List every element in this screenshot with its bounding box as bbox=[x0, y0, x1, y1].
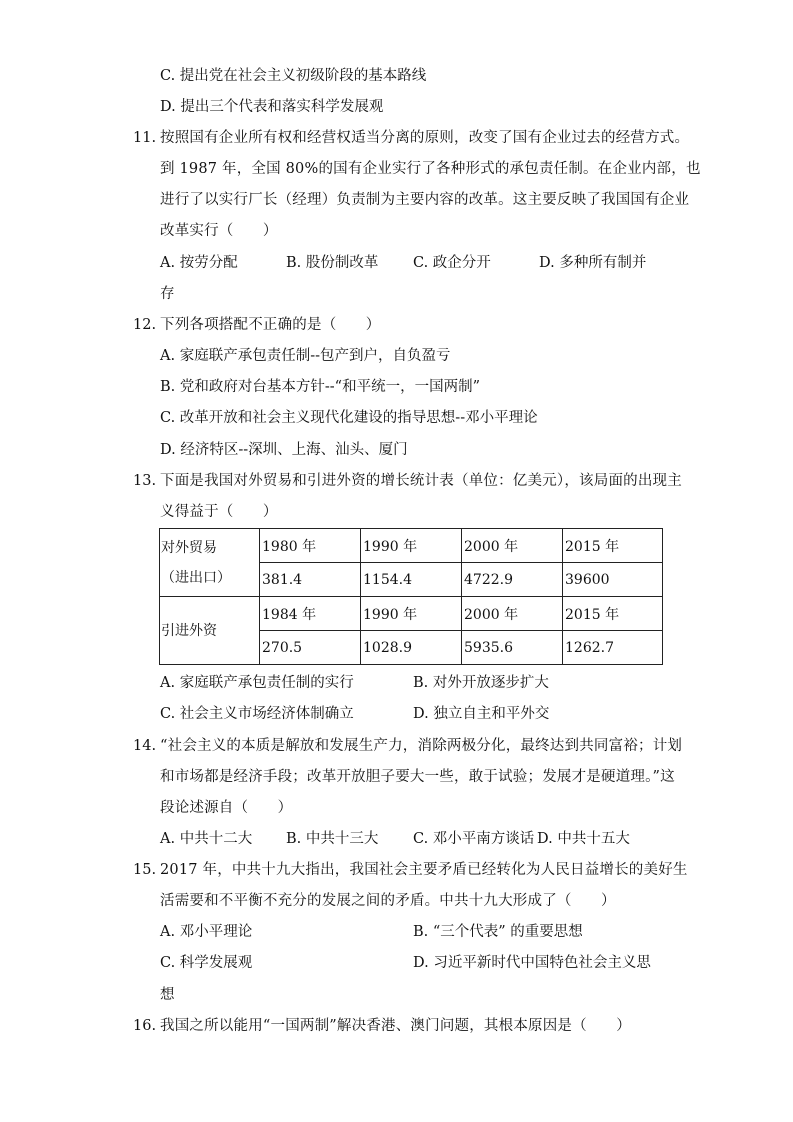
q12-option-a: A. 家庭联产承包责任制--包产到户，自负盈亏 bbox=[160, 348, 451, 364]
table-cell: 1980 年 bbox=[260, 529, 361, 563]
q13-option-a: A. 家庭联产承包责任制的实行 bbox=[160, 675, 354, 691]
q11-stem-line: 到 1987 年，全国 80%的国有企业实行了各种形式的承包责任制。在企业内部，也 bbox=[160, 161, 701, 177]
q11-option-b: B. 股份制改革 bbox=[286, 255, 379, 271]
table-cell: 1984 年 bbox=[260, 597, 361, 631]
q15-option-d-wrap: 想 bbox=[160, 987, 175, 1003]
q15-stem-line: 活需要和不平衡不充分的发展之间的矛盾。中共十九大形成了（ ） bbox=[160, 893, 616, 909]
q11-option-c: C. 政企分开 bbox=[413, 255, 491, 271]
q15-option-b: B. “三个代表” 的重要思想 bbox=[413, 924, 583, 940]
q13-stem-line: 下面是我国对外贸易和引进外资的增长统计表（单位：亿美元），该局面的出现主 bbox=[160, 473, 682, 489]
q14-option-c: C. 邓小平南方谈话 bbox=[413, 831, 535, 847]
trade-statistics-table bbox=[159, 528, 663, 665]
invest-row-header: 引进外资 bbox=[160, 597, 260, 665]
table-cell: 2000 年 bbox=[462, 529, 563, 563]
q15-stem-line: 2017 年，中共十九大指出，我国社会主要矛盾已经转化为人民日益增长的美好生 bbox=[160, 862, 688, 878]
q15-option-d: D. 习近平新时代中国特色社会主义思 bbox=[413, 955, 651, 971]
table-cell: 2015 年 bbox=[563, 529, 663, 563]
q13-stem-line: 义得益于（ ） bbox=[160, 504, 278, 520]
q11-number: 11. bbox=[133, 130, 157, 146]
q15-option-a: A. 邓小平理论 bbox=[160, 924, 253, 940]
table-cell: 1990 年 bbox=[361, 529, 462, 563]
q13-option-c: C. 社会主义市场经济体制确立 bbox=[160, 706, 354, 722]
q11-option-a: A. 按劳分配 bbox=[160, 255, 238, 271]
q12-option-d: D. 经济特区--深圳、上海、汕头、厦门 bbox=[160, 442, 408, 458]
q12-number: 12. bbox=[133, 317, 157, 333]
q15-number: 15. bbox=[133, 862, 157, 878]
table-cell: 39600 bbox=[563, 563, 663, 597]
trade-label-line: 对外贸易 bbox=[161, 539, 217, 556]
q12-option-b: B. 党和政府对台基本方针--“和平统一，一国两制” bbox=[160, 379, 480, 395]
q10-option-d: D. 提出三个代表和落实科学发展观 bbox=[160, 99, 384, 115]
q11-option-d: D. 多种所有制并 bbox=[539, 255, 647, 271]
q12-stem: 下列各项搭配不正确的是（ ） bbox=[160, 317, 381, 333]
q13-number: 13. bbox=[133, 473, 157, 489]
q15-option-c: C. 科学发展观 bbox=[160, 955, 253, 971]
table-cell: 381.4 bbox=[260, 563, 361, 597]
table-cell: 2000 年 bbox=[462, 597, 563, 631]
q14-option-b: B. 中共十三大 bbox=[286, 831, 379, 847]
table-cell: 1990 年 bbox=[361, 597, 462, 631]
q11-option-d-wrap: 存 bbox=[160, 286, 175, 302]
table-cell: 5935.6 bbox=[462, 631, 563, 665]
table-cell: 2015 年 bbox=[563, 597, 663, 631]
q14-number: 14. bbox=[133, 738, 157, 754]
trade-row-header bbox=[160, 529, 260, 597]
table-cell: 1262.7 bbox=[563, 631, 663, 665]
table-row bbox=[160, 597, 663, 631]
q11-stem-line: 按照国有企业所有权和经营权适当分离的原则，改变了国有企业过去的经营方式。 bbox=[160, 130, 690, 146]
q16-number: 16. bbox=[133, 1018, 157, 1034]
q13-option-d: D. 独立自主和平外交 bbox=[413, 706, 550, 722]
trade-label-line: （进出口） bbox=[161, 569, 231, 586]
table-cell: 1154.4 bbox=[361, 563, 462, 597]
table-row bbox=[160, 529, 663, 563]
q10-option-c: C. 提出党在社会主义初级阶段的基本路线 bbox=[160, 68, 427, 84]
table-cell: 1028.9 bbox=[361, 631, 462, 665]
table-cell: 270.5 bbox=[260, 631, 361, 665]
q14-stem-line: “社会主义的本质是解放和发展生产力，消除两极分化，最终达到共同富裕；计划 bbox=[160, 738, 683, 754]
q13-option-b: B. 对外开放逐步扩大 bbox=[413, 675, 549, 691]
q11-stem-line: 进行了以实行厂长（经理）负责制为主要内容的改革。这主要反映了我国国有企业 bbox=[160, 192, 690, 208]
table-cell: 4722.9 bbox=[462, 563, 563, 597]
q14-stem-line: 段论述源自（ ） bbox=[160, 800, 293, 816]
q16-stem: 我国之所以能用“一国两制”解决香港、澳门问题，其根本原因是（ ） bbox=[160, 1018, 631, 1034]
q14-option-d: D. 中共十五大 bbox=[537, 831, 630, 847]
q14-option-a: A. 中共十二大 bbox=[160, 831, 253, 847]
q14-stem-line: 和市场都是经济手段；改革开放胆子要大一些，敢于试验；发展才是硬道理。”这 bbox=[160, 769, 675, 785]
q12-option-c: C. 改革开放和社会主义现代化建设的指导思想--邓小平理论 bbox=[160, 410, 538, 426]
q11-stem-line: 改革实行（ ） bbox=[160, 223, 278, 239]
